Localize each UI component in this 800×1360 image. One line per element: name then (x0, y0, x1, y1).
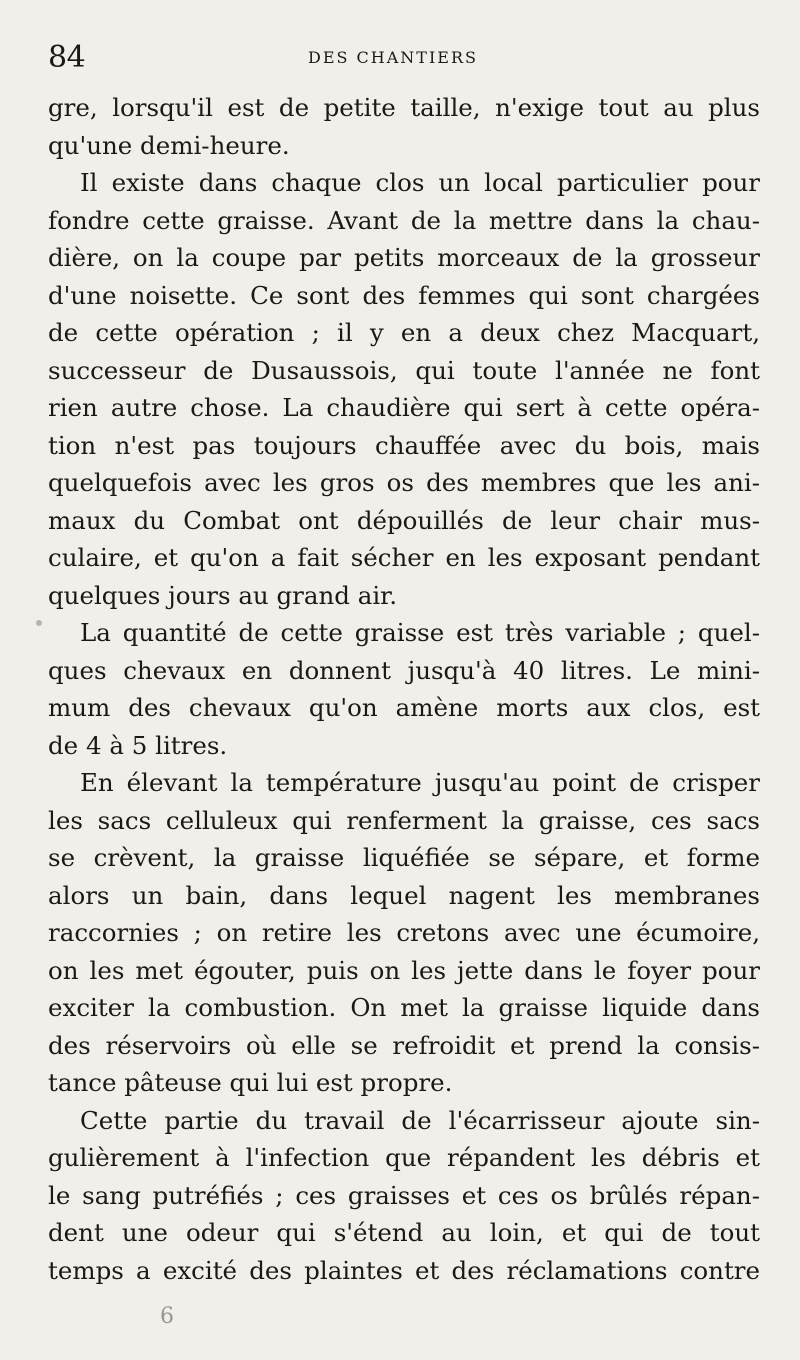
text-line: le sang putréfiés ; ces graisses et ces os brûlés répan- (48, 1180, 760, 1210)
text-line: tion n'est pas toujours chauffée avec du bois, mais (48, 430, 760, 460)
text-line: tance pâteuse qui lui est propre. (48, 1068, 453, 1097)
page-number: 84 (48, 40, 86, 75)
running-head (48, 38, 760, 78)
text-line: dent une odeur qui s'étend au loin, et qui de tout (48, 1218, 760, 1247)
text-line: de 4 à 5 litres. (48, 730, 228, 760)
text-line: Cette partie du travail de l'écarrisseur ajoute sin- (80, 1105, 760, 1135)
text-line: temps a excité des plaintes et des réclamations contre (48, 1255, 760, 1285)
text-line: dière, on la coupe par petits morceaux de la grosseur (48, 243, 760, 272)
page-title: DES CHANTIERS (308, 48, 478, 67)
ink-speck (36, 620, 42, 626)
text-line: d'une noisette. Ce sont des femmes qui sont chargées (48, 280, 760, 310)
body-text (48, 89, 760, 1289)
text-line: fondre cette graisse. Avant de la mettre dans la chau- (48, 205, 760, 235)
text-line: successeur de Dusaussois, qui toute l'année ne font (48, 355, 760, 385)
text-line: rien autre chose. La chaudière qui sert à cette opéra- (48, 393, 760, 422)
text-line: des réservoirs où elle se refroidit et prend la consis- (48, 1030, 760, 1060)
text-line: de cette opération ; il y en a deux chez Macquart, (48, 318, 760, 347)
text-line: exciter la combustion. On met la graisse liquide dans (48, 993, 760, 1022)
text-line: ques chevaux en donnent jusqu'à 40 litres. Le mini- (48, 655, 760, 685)
text-line: maux du Combat ont dépouillés de leur chair mus- (48, 505, 760, 535)
text-line: mum des chevaux qu'on amène morts aux clos, est (48, 693, 760, 722)
text-line: quelquefois avec les gros os des membres que les ani- (48, 468, 760, 497)
text-line: quelques jours au grand air. (48, 580, 397, 610)
text-line: on les met égouter, puis on les jette dans le foyer pour (48, 955, 760, 985)
text-line: La quantité de cette graisse est très variable ; quel- (80, 618, 760, 647)
text-line: Il existe dans chaque clos un local particulier pour (80, 168, 760, 197)
signature-mark: 6 (160, 1304, 174, 1329)
text-line: alors un bain, dans lequel nagent les membranes (48, 880, 760, 910)
text-line: les sacs celluleux qui renferment la graisse, ces sacs (48, 805, 760, 835)
text-line: gre, lorsqu'il est de petite taille, n'exige tout au plus (48, 93, 760, 122)
text-line: En élevant la température jusqu'au point de crisper (80, 768, 760, 797)
text-line: gulièrement à l'infection que répandent les débris et (48, 1143, 760, 1172)
text-line: raccornies ; on retire les cretons avec une écumoire, (48, 918, 760, 947)
text-line: se crèvent, la graisse liquéfiée se sépare, et forme (48, 843, 760, 872)
text-line: qu'une demi-heure. (48, 130, 290, 160)
text-line: culaire, et qu'on a fait sécher en les exposant pendant (48, 543, 760, 572)
